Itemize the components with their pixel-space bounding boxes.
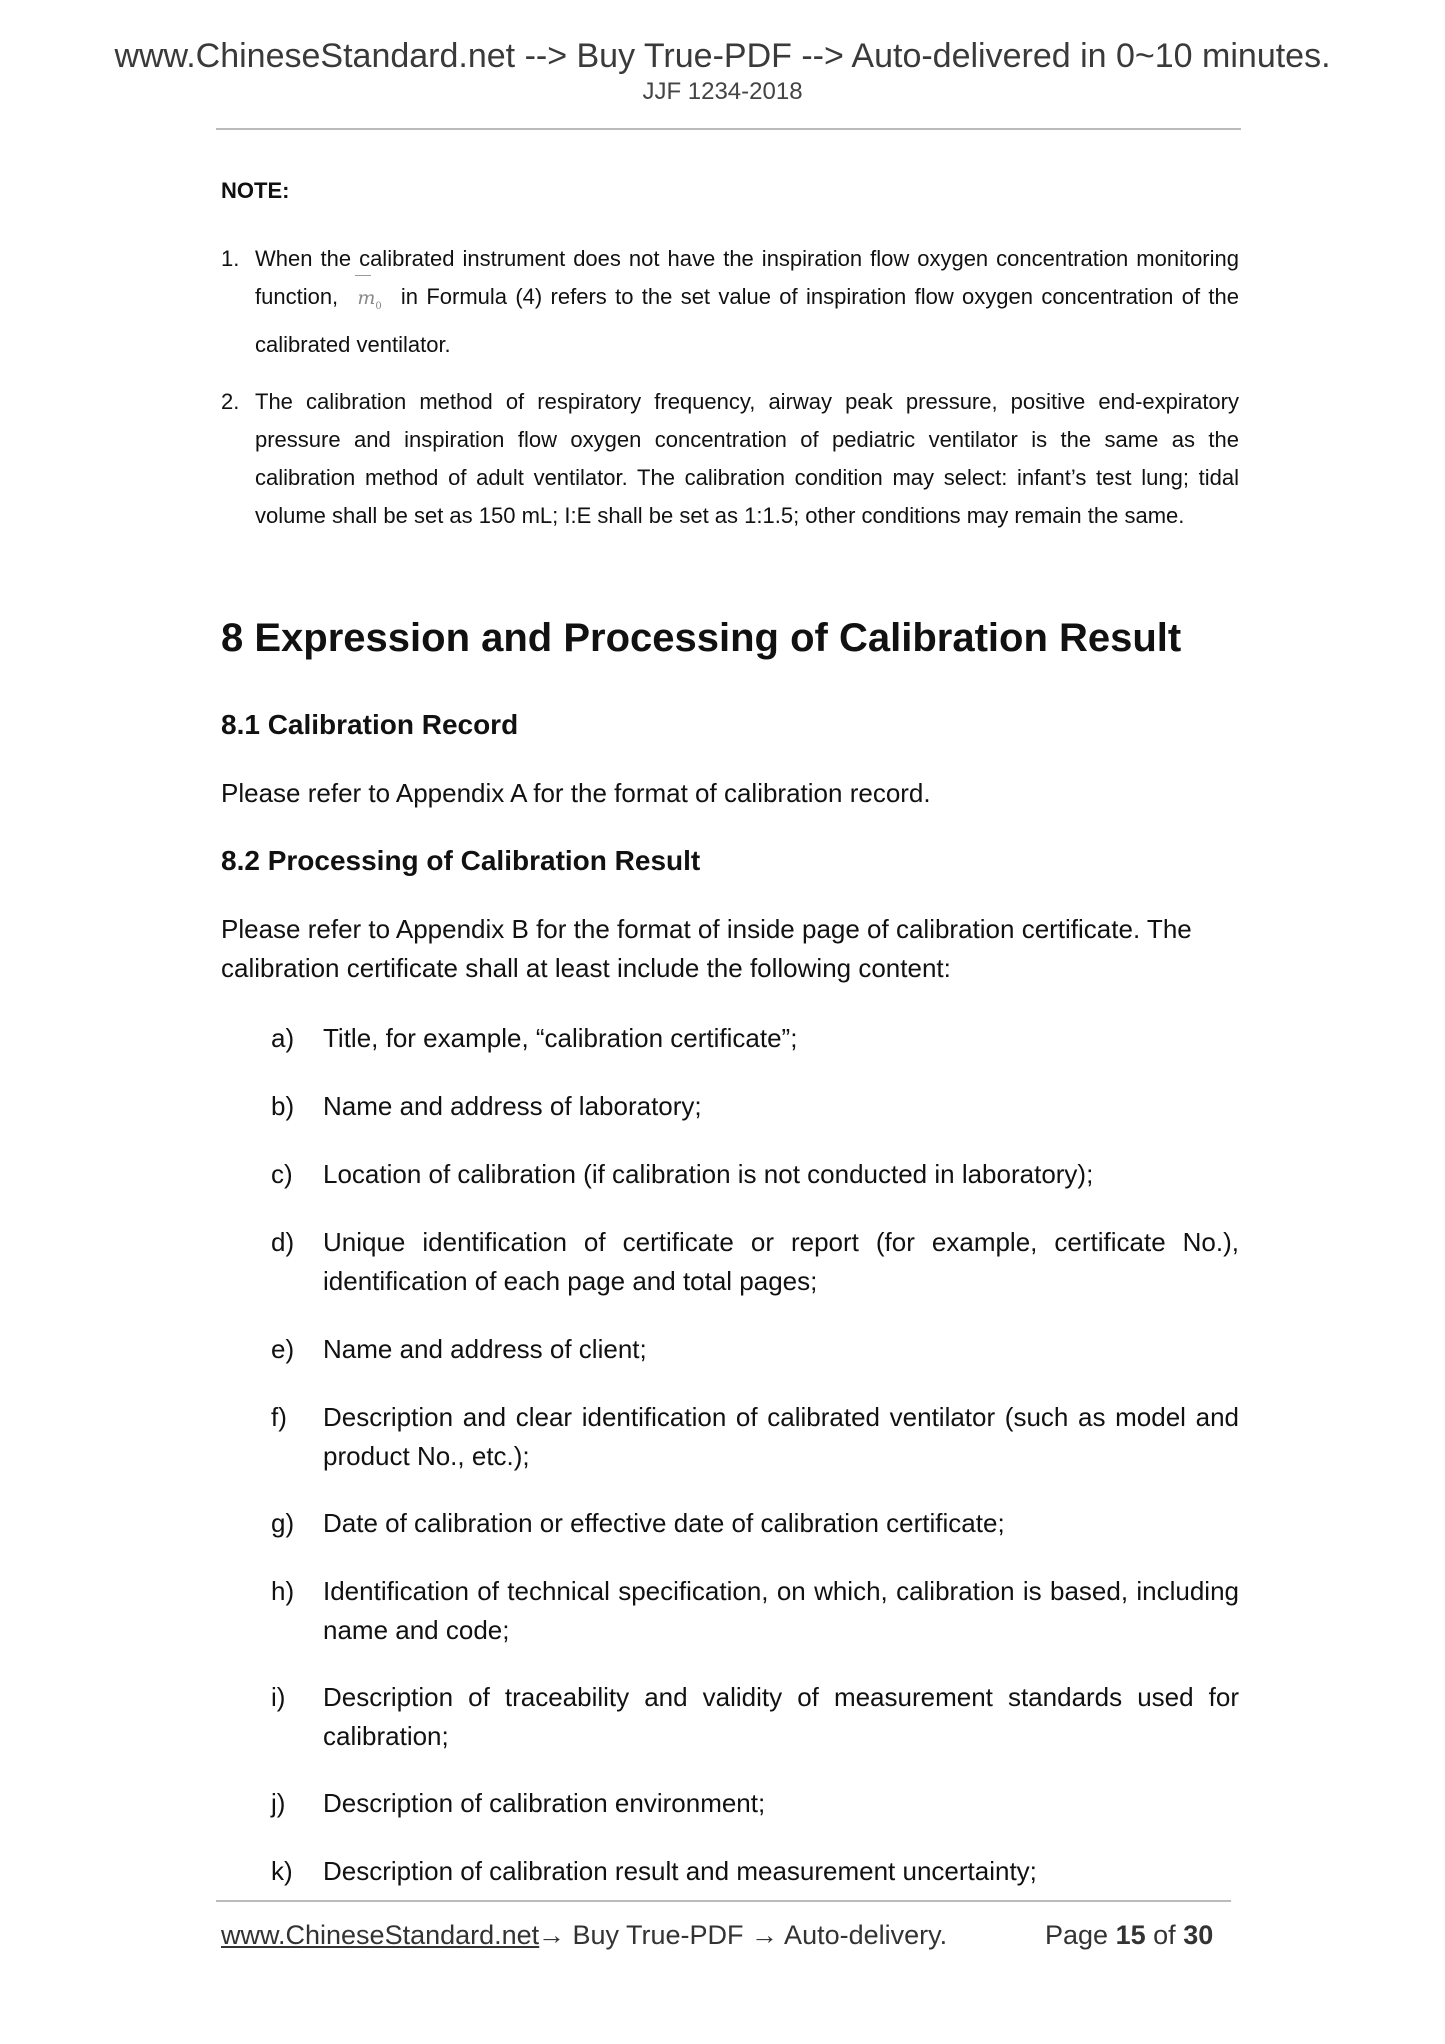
list-item: a) Title, for example, “calibration certificate”; [271, 1023, 798, 1053]
note-item-text: in Formula (4) refers to the set value of inspiration flow oxygen concentration of the calibrated ventilator. [255, 284, 1239, 357]
list-item: d) Unique identification of certificate or report (for example, certificate No.), identification of each page and total pages; [271, 1227, 1239, 1296]
note-item-number: 2. [221, 389, 240, 414]
list-item: h) Identification of technical specification, on which, calibration is based, including name and code; [271, 1576, 1239, 1645]
section-8-1-text: Please refer to Appendix A for the format of calibration record. [221, 778, 931, 808]
list-item: k) Description of calibration result and measurement uncertainty; [271, 1856, 1037, 1886]
list-item: g) Date of calibration or effective date of calibration certificate; [271, 1508, 1005, 1538]
note-item-text: When the calibrated instrument does not have the inspiration flow oxygen concentration monitoring function, [255, 246, 1239, 309]
footer-divider [216, 1900, 1231, 1902]
list-item: b) Name and address of laboratory; [271, 1091, 702, 1121]
list-item: c) Location of calibration (if calibration is not conducted in laboratory); [271, 1159, 1094, 1189]
formula-symbol: $m_0$ [347, 279, 393, 326]
note-item-text: The calibration method of respiratory frequency, airway peak pressure, positive end-expiratory pressure and inspiration flow oxygen concentration of pediatric ventilator is the same as the calibration method of adult ventilator. The calibration condition may select: infant’s test lung; tidal volume shall be set as 150 mL; I:E shall be set as 1:1.5; other conditions may remain the same. [255, 389, 1239, 528]
note-item-2 [221, 383, 1239, 535]
footer-tagline: → Buy True-PDF → Auto-delivery. [538, 1920, 948, 1950]
section-8-heading: 8 Expression and Processing of Calibration Result [221, 616, 1182, 660]
list-item: f) Description and clear identification of calibrated ventilator (such as model and product No., etc.); [271, 1402, 1239, 1471]
header-divider [216, 128, 1241, 130]
section-8-2-heading: 8.2 Processing of Calibration Result [221, 845, 701, 876]
top-banner: www.ChineseStandard.net --> Buy True-PDF --> Auto-delivered in 0~10 minutes. [114, 37, 1331, 75]
total-pages: 30 [1183, 1920, 1214, 1950]
note-label: NOTE: [221, 178, 290, 203]
document-id: JJF 1234-2018 [642, 78, 803, 105]
current-page: 15 [1115, 1920, 1146, 1950]
page-indicator: Page 15 of 30 [1045, 1920, 1214, 1950]
note-item-1 [221, 240, 1239, 364]
note-item-number: 1. [221, 246, 240, 271]
section-8-1-heading: 8.1 Calibration Record [221, 709, 519, 740]
section-8-2-text: Please refer to Appendix B for the format of inside page of calibration certificate. The calibration certificate shall at least include the following content: [221, 914, 1192, 983]
list-item: j) Description of calibration environment; [271, 1788, 766, 1818]
list-item: i) Description of traceability and validity of measurement standards used for calibration; [271, 1682, 1239, 1751]
footer-site-link[interactable]: www.ChineseStandard.net [221, 1920, 540, 1950]
list-item: e) Name and address of client; [271, 1334, 647, 1364]
